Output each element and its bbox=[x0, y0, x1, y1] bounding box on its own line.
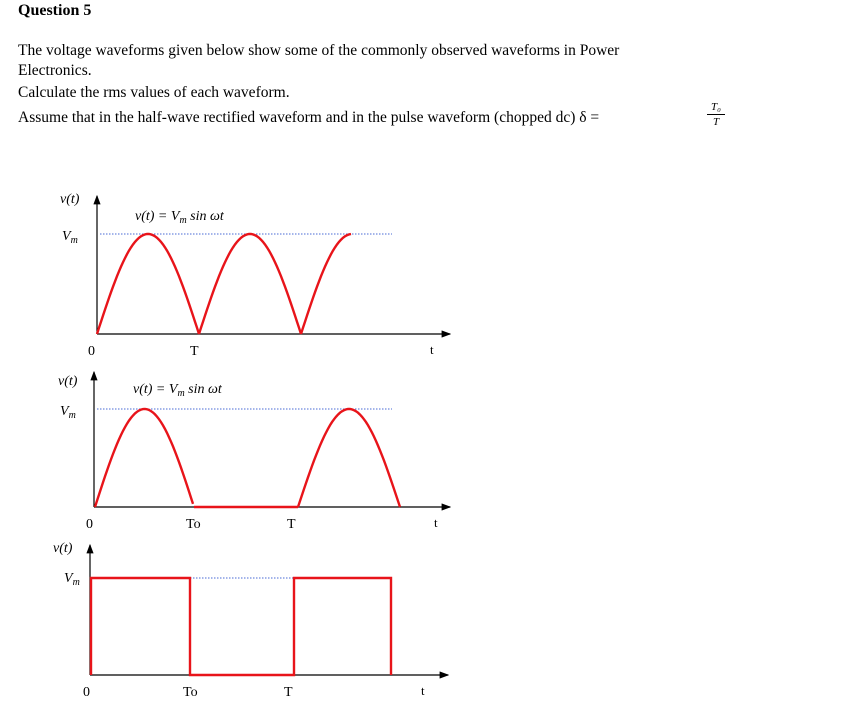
question-line-4: Assume that in the half-wave rectified waveform and in the pulse waveform (chopped dc) δ = bbox=[18, 109, 600, 126]
origin-label: 0 bbox=[86, 517, 93, 532]
pulse-waveform bbox=[91, 578, 391, 675]
question-line-2: Electronics. bbox=[18, 62, 92, 79]
t-axis-label: t bbox=[434, 515, 438, 530]
full-wave-plot bbox=[60, 192, 450, 359]
question-line-1: The voltage waveforms given below show some of the commonly observed waveforms in Power bbox=[18, 42, 620, 59]
y-axis-label: v(t) bbox=[60, 192, 80, 207]
t0-label: To bbox=[183, 685, 198, 700]
vm-label: $V_m$ bbox=[62, 229, 78, 246]
fraction-numerator: T₀ bbox=[711, 101, 721, 113]
question-title: Question 5 bbox=[18, 2, 92, 19]
vm-label: $V_m$ bbox=[60, 404, 76, 421]
t-axis-label: t bbox=[421, 683, 425, 698]
fraction-denominator: T bbox=[712, 116, 720, 128]
question-line-3: Calculate the rms values of each waveform. bbox=[18, 84, 290, 101]
period-label: T bbox=[190, 344, 199, 359]
y-axis-label: v(t) bbox=[58, 374, 78, 389]
t0-label: To bbox=[186, 517, 201, 532]
vm-label: $V_m$ bbox=[64, 571, 80, 588]
origin-label: 0 bbox=[88, 344, 95, 359]
pulse-plot bbox=[53, 541, 448, 700]
full-wave-waveform bbox=[97, 234, 351, 334]
equation-label: $v(t) = V_m$ sin ωt bbox=[135, 209, 224, 226]
origin-label: 0 bbox=[83, 685, 90, 700]
half-wave-waveform bbox=[95, 409, 400, 507]
y-axis-label: v(t) bbox=[53, 541, 73, 556]
period-label: T bbox=[284, 685, 293, 700]
t-axis-label: t bbox=[430, 342, 434, 357]
half-wave-plot bbox=[58, 372, 450, 532]
equation-label: $v(t) = V_m$ sin ωt bbox=[133, 382, 222, 399]
period-label: T bbox=[287, 517, 296, 532]
